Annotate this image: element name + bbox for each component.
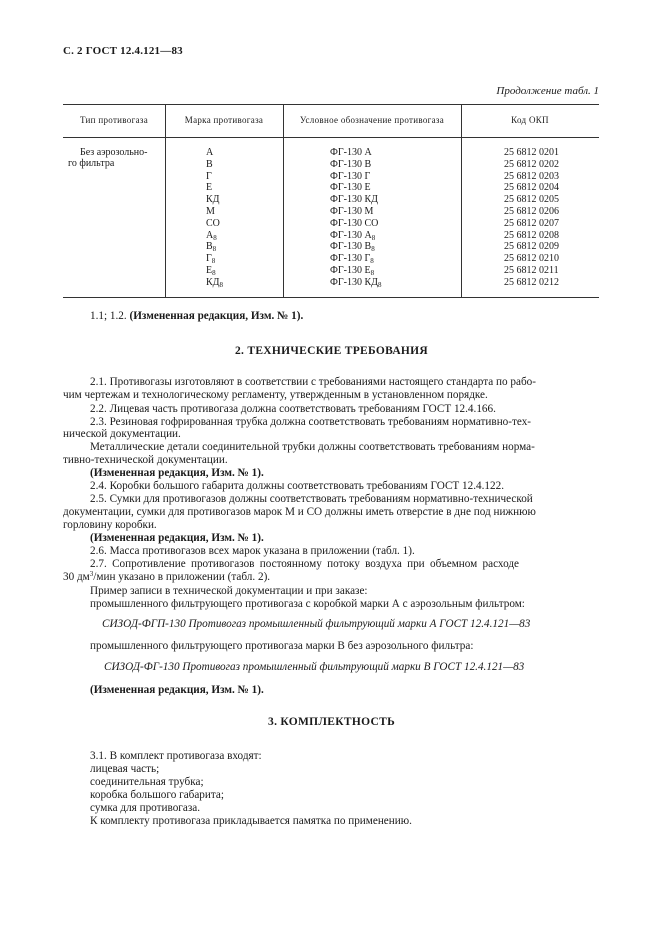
table-cell-okp: 25 6812 0208 (504, 229, 559, 241)
page-header: С. 2 ГОСТ 12.4.121—83 (63, 45, 183, 57)
table-cell-designation: ФГ-130 В (330, 158, 372, 170)
example-1-intro: промышленного фильтрующего противогаза с коробкой марки А с аэрозольным фильтром: (90, 598, 525, 610)
table-cell-okp: 25 6812 0206 (504, 205, 559, 217)
table-cell-mark: А (206, 147, 214, 158)
list-item: лицевая часть; (90, 763, 160, 775)
paragraph-2-3b-cont: тивно-технической документации. (63, 454, 228, 466)
memo-note: К комплекту противогаза прикладывается памятка по применению. (90, 815, 412, 827)
table-cell-mark: СО (206, 217, 220, 229)
section-2-title: 2. ТЕХНИЧЕСКИЕ ТРЕБОВАНИЯ (234, 345, 429, 357)
paragraph-3-1: 3.1. В комплект противогаза входят: (90, 750, 262, 762)
paragraph-2-1-cont: чим чертежам и технологическому регламенту, утвержденным в установленном порядке. (63, 389, 488, 401)
table-cell-designation: ФГ-130 Г (330, 170, 371, 182)
example-intro: Пример записи в технической документации и при заказе: (90, 585, 368, 597)
table-cell-okp: 25 6812 0203 (504, 170, 559, 182)
list-item: соединительная трубка; (90, 776, 204, 788)
table-cell-okp: 25 6812 0201 (504, 147, 559, 158)
table-header-okp: Код ОКП (511, 115, 549, 125)
amendment-note: (Измененная редакция, Изм. № 1). (90, 467, 264, 479)
type-line: Без аэрозольно- (80, 147, 148, 158)
paragraph-2-3b: Металлические детали соединительной трубки должны соответствовать требованиям норма- (90, 441, 535, 453)
table-header-type: Тип противогаза (79, 115, 149, 125)
table-column-designation (330, 147, 382, 289)
example-1-designation: СИЗОД-ФГП-130 Противогаз промышленный фильтрующий марки А ГОСТ 12.4.121—83 (102, 618, 531, 630)
table-cell-designation: ФГ-130 Е (330, 182, 371, 194)
example-2-intro: промышленного фильтрующего противогаза марки В без аэрозольного фильтра: (90, 640, 474, 652)
table-cell-okp: 25 6812 0207 (504, 217, 559, 229)
table-cell-mark: Е (206, 182, 213, 194)
table-cell-mark: КД (206, 194, 220, 206)
amendment-note-1-1: 1.1; 1.2. (Измененная редакция, Изм. № 1). (90, 310, 304, 322)
table-cell-mark: $Е_8$ (206, 264, 216, 277)
amendment-note: (Измененная редакция, Изм. № 1). (90, 532, 264, 544)
table-cell-okp: 25 6812 0202 (504, 158, 559, 170)
paragraph-2-1: 2.1. Противогазы изготовляют в соответствии с требованиями настоящего стандарта по рабо- (90, 376, 536, 388)
table-cell-mark: М (206, 205, 215, 217)
table-cell-type (68, 147, 158, 169)
table-header-rule (63, 137, 599, 138)
table-cell-mark: $А_8$ (206, 229, 217, 242)
table-cell-okp: 25 6812 0211 (504, 264, 559, 276)
table-cell-okp: 25 6812 0210 (504, 253, 559, 265)
table-cell-mark: $Г_8$ (206, 253, 216, 266)
paragraph-2-7: 2.7. Сопротивление противогазов постоянному потоку воздуха при объемном расходе (90, 558, 520, 570)
table-cell-designation: ФГ-130 $В_8$ (330, 241, 375, 254)
table-cell-designation: ФГ-130 $А_8$ (330, 229, 376, 242)
list-item: коробка большого габарита; (90, 789, 224, 801)
table-cell-okp: 25 6812 0212 (504, 276, 559, 288)
table-continuation-label: Продолжение табл. 1 (496, 85, 599, 97)
table-column-okp (504, 147, 559, 289)
table-cell-mark: В (206, 158, 213, 170)
list-item: сумка для противогаза. (90, 802, 201, 814)
example-2-designation: СИЗОД-ФГ-130 Противогаз промышленный фильтрующий марки В ГОСТ 12.4.121—83 (104, 661, 525, 673)
table-bottom-rule (63, 297, 599, 298)
table-cell-designation: ФГ-130 $Е_8$ (330, 264, 375, 277)
table-header-designation: Условное обозначение противогаза (299, 115, 445, 125)
paragraph-2-4: 2.4. Коробки большого габарита должны соответствовать требованиям ГОСТ 12.4.122. (90, 480, 505, 492)
table-cell-mark: $КД_8$ (206, 276, 223, 289)
amendment-note: (Измененная редакция, Изм. № 1). (90, 684, 264, 696)
paragraph-2-5-cont2: горловину коробки. (63, 519, 157, 531)
paragraph-2-5-cont: документации, сумки для противогазов марок М и СО должны иметь отверстие в дне под нижнюю (63, 506, 536, 518)
table-cell-designation: ФГ-130 $Г_8$ (330, 253, 374, 266)
table-cell-designation: ФГ-130 КД (330, 194, 379, 206)
table-cell-okp: 25 6812 0204 (504, 182, 559, 194)
table-cell-designation: ФГ-130 СО (330, 217, 379, 229)
paragraph-2-7-cont: 30 $дм^3$/мин указано в приложении (табл. 2). (63, 570, 271, 583)
table (63, 104, 599, 297)
type-line: го фильтра (68, 158, 115, 169)
table-column-mark (206, 147, 223, 289)
paragraph-2-6: 2.6. Масса противогазов всех марок указана в приложении (табл. 1). (90, 545, 415, 557)
paragraph-2-2: 2.2. Лицевая часть противогаза должна соответствовать требованиям ГОСТ 12.4.166. (90, 403, 496, 415)
table-cell-designation: ФГ-130 М (330, 205, 374, 217)
table-cell-okp: 25 6812 0209 (504, 241, 559, 253)
section-3-title: 3. КОМПЛЕКТНОСТЬ (268, 716, 395, 728)
table-cell-mark: Г (206, 170, 212, 182)
table-cell-okp: 25 6812 0205 (504, 194, 559, 206)
table-cell-designation: ФГ-130 $КД_8$ (330, 276, 382, 289)
paragraph-2-5: 2.5. Сумки для противогазов должны соответствовать требованиям нормативно-технической (90, 493, 533, 505)
table-cell-mark: $В_8$ (206, 241, 217, 254)
table-header-mark: Марка противогаза (184, 115, 264, 125)
paragraph-2-3: 2.3. Резиновая гофрированная трубка должна соответствовать требованиям нормативно-тех- (90, 416, 532, 428)
table-cell-designation: ФГ-130 А (330, 147, 372, 158)
paragraph-2-3-cont: нической документации. (63, 428, 181, 440)
